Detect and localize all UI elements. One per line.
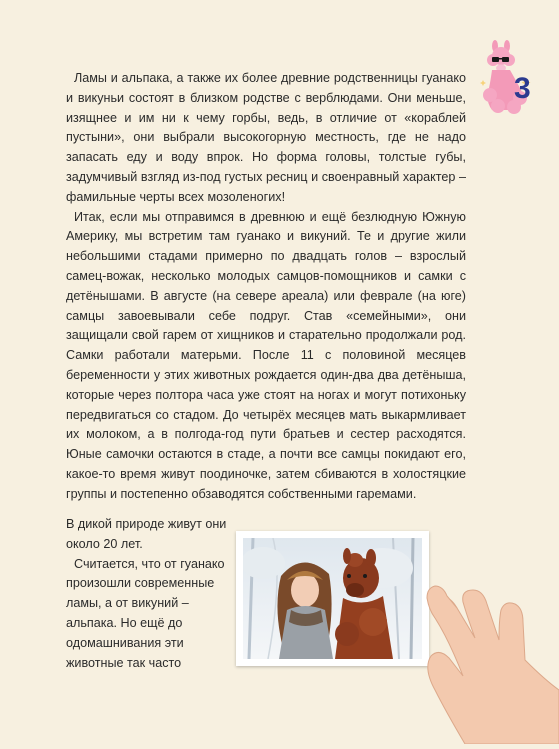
main-text-block	[66, 69, 466, 505]
side-text-block	[66, 515, 236, 673]
hand-holding-photo	[405, 560, 559, 744]
photo-image	[243, 538, 422, 659]
page-number: 3	[514, 72, 531, 105]
paragraph-intro: Ламы и альпака, а также их более древние родственницы гуанако и викуньи состоят в близком родстве с верблюдами. Они меньше, изящнее и им ни к чему горбы, ведь, в отличие от «кораблей пустыни», они выбрали высокогорную местность, где не надо запасать еду и воду впрок. Но форма головы, толстые губы, задумчивый взгляд из-под густых ресниц и своенравный характер – фамильные черты всех мозоленогих!	[66, 71, 466, 204]
paragraph-lifespan: В дикой природе живут они около 20 лет.	[66, 517, 227, 551]
photo-girl-with-alpaca	[236, 531, 429, 666]
page-number-badge	[478, 40, 540, 120]
paragraph-south-america: Итак, если мы отправимся в древнюю и ещё безлюдную Южную Америку, мы встретим там гуанако и викуний. Те и другие жили небольшими стадами примерно по двадцать голов – взрослый самец-вожак, несколько молодых самцов-помощников и самки с детёнышами. В августе (на севере ареала) или феврале (на юге) самцы завоевывали себе подруг. Став «семейными», они защищали свой гарем от хищников и старательно продолжали род. Самки работали матерьми. После 11 с половиной месяцев беременности у этих животных рождается один-два два детёныша, которые через полтора часа уже стоят на ногах и могут потихоньку передвигаться со стадом. До четырёх месяцев мать выкармливает их молоком, а в полгода-год пути братьев и сестер расходятся. Юные самочки остаются в стаде, а почти все самцы покидают его, какое-то время живут поодиночке, затем сбиваются в холостяцкие группы и постепенно обзаводятся собственными гаремами.	[66, 209, 466, 501]
llama-with-sunglasses-icon	[478, 40, 540, 120]
paragraph-origin: Считается, что от гуанако произошли современные ламы, а от викуний – альпака. Но ещё до одомашнивания эти животные так часто	[66, 556, 225, 670]
